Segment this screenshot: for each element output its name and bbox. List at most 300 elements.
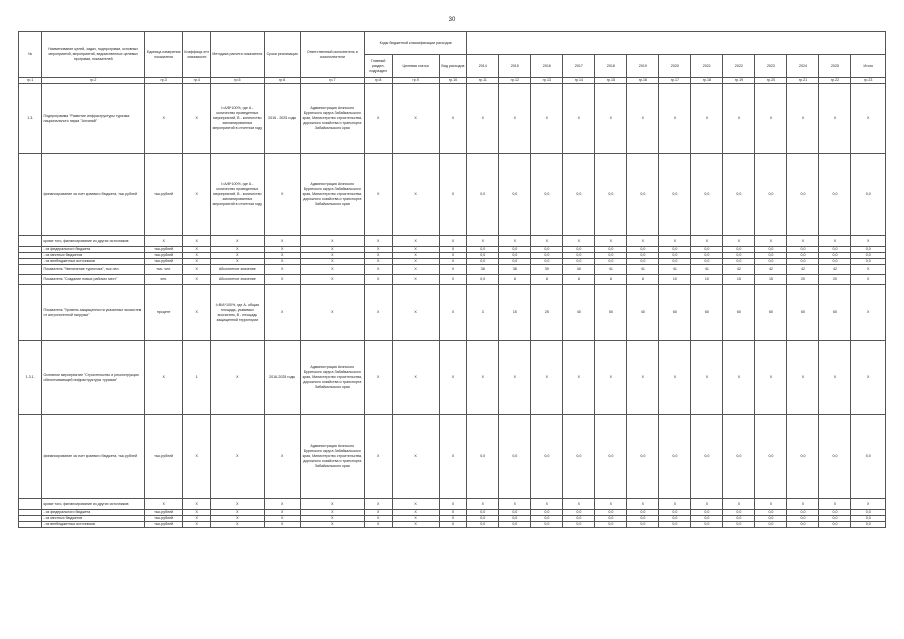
cell-method: Х bbox=[211, 341, 264, 415]
cell-year-value: Х bbox=[691, 499, 723, 510]
cell-year-value: 0,0 bbox=[755, 247, 787, 253]
cell-year-value: Х bbox=[499, 236, 531, 247]
cell-method: Х bbox=[211, 415, 264, 499]
cell-year-value: Х bbox=[499, 84, 531, 154]
header-year: 2014 bbox=[467, 55, 499, 78]
cell-target-article: Х bbox=[392, 510, 439, 516]
cell-unit: тыс.рублей bbox=[144, 247, 182, 253]
cell-year-value: 20 bbox=[819, 275, 851, 285]
cell-year-value: 40 bbox=[563, 285, 595, 341]
column-number: гр.1 bbox=[19, 78, 42, 84]
cell-year-value: 0,0 bbox=[531, 516, 563, 522]
cell-year-value: 0,0 bbox=[755, 253, 787, 259]
cell-num bbox=[19, 285, 42, 341]
cell-year-value: 8 bbox=[627, 275, 659, 285]
cell-year-value: 0,0 bbox=[691, 253, 723, 259]
cell-name: кроме того, финансирование из других источников: bbox=[42, 499, 144, 510]
cell-year-value: Х bbox=[723, 499, 755, 510]
cell-year-value: Х bbox=[595, 499, 627, 510]
cell-year-value: 15 bbox=[755, 275, 787, 285]
cell-main-section: Х bbox=[364, 522, 392, 528]
column-number: гр.11 bbox=[467, 78, 499, 84]
cell-year-value: 0,0 bbox=[659, 510, 691, 516]
cell-year-value: 0,0 bbox=[467, 516, 499, 522]
cell-year-value: 0,0 bbox=[563, 415, 595, 499]
cell-main-section: Х bbox=[364, 341, 392, 415]
header-year: 2024 bbox=[787, 55, 819, 78]
cell-year-value: 41 bbox=[691, 265, 723, 275]
cell-year-value: 10 bbox=[659, 275, 691, 285]
cell-expense-type: Х bbox=[439, 499, 467, 510]
cell-unit: тыс.рублей bbox=[144, 253, 182, 259]
cell-coef: Х bbox=[183, 516, 211, 522]
cell-year-value: Х bbox=[627, 499, 659, 510]
cell-year-value: 0,0 bbox=[531, 247, 563, 253]
cell-year-value: 0,0 bbox=[627, 415, 659, 499]
cell-expense-type: Х bbox=[439, 522, 467, 528]
cell-year-value: Х bbox=[659, 341, 691, 415]
cell-year-value: 0,0 bbox=[723, 154, 755, 236]
cell-main-section: Х bbox=[364, 516, 392, 522]
cell-expense-type: Х bbox=[439, 516, 467, 522]
cell-year-value: Х bbox=[819, 341, 851, 415]
cell-year-value: 0,0 bbox=[595, 415, 627, 499]
column-number: гр.21 bbox=[787, 78, 819, 84]
cell-total: 0,0 bbox=[851, 247, 886, 253]
cell-year-value: 0,0 bbox=[627, 522, 659, 528]
header-total: Итого bbox=[851, 55, 886, 78]
cell-year-value: 0,0 bbox=[723, 259, 755, 265]
header-years-blank bbox=[467, 32, 886, 55]
cell-year-value: Х bbox=[691, 236, 723, 247]
header-target-article: Целевая статья bbox=[392, 55, 439, 78]
cell-year-value: 0,0 bbox=[563, 253, 595, 259]
table-row bbox=[19, 154, 886, 236]
page-number: 30 bbox=[448, 17, 456, 23]
cell-year-value: Х bbox=[563, 499, 595, 510]
cell-method: I=A/B*100%, где А - количество проведенных мероприятий, В - количество запланированных мероприятий в отчетном году bbox=[211, 154, 264, 236]
cell-year-value: 0,0 bbox=[499, 415, 531, 499]
cell-year-value: Х bbox=[659, 236, 691, 247]
cell-year-value: 0,0 bbox=[499, 154, 531, 236]
cell-main-section: Х bbox=[364, 84, 392, 154]
cell-year-value: 0,0 bbox=[627, 253, 659, 259]
cell-terms: Х bbox=[264, 275, 300, 285]
cell-year-value: 0,0 bbox=[627, 154, 659, 236]
column-number: гр.23 bbox=[851, 78, 886, 84]
cell-year-value: Х bbox=[467, 499, 499, 510]
cell-year-value: Х bbox=[755, 499, 787, 510]
cell-method: Х bbox=[211, 259, 264, 265]
cell-total: Х bbox=[851, 499, 886, 510]
cell-year-value: 0,0 bbox=[563, 154, 595, 236]
cell-year-value: Х bbox=[659, 84, 691, 154]
cell-year-value: Х bbox=[819, 84, 851, 154]
cell-year-value: 10 bbox=[691, 275, 723, 285]
cell-target-article: Х bbox=[392, 247, 439, 253]
cell-coef: Х bbox=[183, 499, 211, 510]
column-number: гр.5 bbox=[211, 78, 264, 84]
program-table bbox=[18, 31, 886, 528]
cell-year-value: 0,0 bbox=[659, 154, 691, 236]
column-number: гр.14 bbox=[563, 78, 595, 84]
table-row bbox=[19, 341, 886, 415]
cell-year-value: Х bbox=[691, 341, 723, 415]
header-year: 2020 bbox=[659, 55, 691, 78]
cell-unit: Х bbox=[144, 499, 182, 510]
cell-executors: Х bbox=[300, 522, 364, 528]
cell-year-value: 0,0 bbox=[787, 154, 819, 236]
column-number: гр.3 bbox=[144, 78, 182, 84]
column-number: гр.4 bbox=[183, 78, 211, 84]
table-row bbox=[19, 415, 886, 499]
cell-year-value: Х bbox=[531, 84, 563, 154]
cell-expense-type: Х bbox=[439, 253, 467, 259]
cell-main-section: Х bbox=[364, 247, 392, 253]
cell-year-value: 0,0 bbox=[531, 154, 563, 236]
cell-year-value: Х bbox=[563, 236, 595, 247]
cell-total: Х bbox=[851, 236, 886, 247]
header-year: 2021 bbox=[691, 55, 723, 78]
cell-year-value: Х bbox=[787, 499, 819, 510]
header-num: № bbox=[19, 32, 42, 78]
cell-year-value: 0,0 bbox=[819, 247, 851, 253]
cell-year-value: 0,0 bbox=[659, 516, 691, 522]
cell-year-value: Х bbox=[627, 84, 659, 154]
cell-method: Х bbox=[211, 247, 264, 253]
column-number: гр.18 bbox=[691, 78, 723, 84]
cell-main-section: Х bbox=[364, 154, 392, 236]
cell-year-value: 0,0 bbox=[723, 510, 755, 516]
cell-num bbox=[19, 415, 42, 499]
cell-unit: чел. bbox=[144, 275, 182, 285]
cell-year-value: 0,0 bbox=[755, 522, 787, 528]
cell-method: I=B/A*100%, где А- общая площадь, уязвимых экосистем, В - площадь защищенной территории bbox=[211, 285, 264, 341]
cell-expense-type: Х bbox=[439, 236, 467, 247]
cell-year-value: 0,0 bbox=[819, 516, 851, 522]
cell-num: 1.3.1. bbox=[19, 341, 42, 415]
cell-year-value: Х bbox=[787, 236, 819, 247]
cell-year-value: 0,0 bbox=[755, 510, 787, 516]
cell-executors: Х bbox=[300, 499, 364, 510]
cell-year-value: Х bbox=[531, 499, 563, 510]
cell-total: 0,0 bbox=[851, 516, 886, 522]
cell-method: Х bbox=[211, 253, 264, 259]
cell-executors: Х bbox=[300, 265, 364, 275]
cell-coef: Х bbox=[183, 415, 211, 499]
cell-terms: Х bbox=[264, 522, 300, 528]
cell-terms: Х bbox=[264, 510, 300, 516]
cell-target-article: Х bbox=[392, 522, 439, 528]
cell-target-article: Х bbox=[392, 516, 439, 522]
cell-total: 0,0 bbox=[851, 510, 886, 516]
cell-year-value: 0,0 bbox=[499, 247, 531, 253]
cell-year-value: 0,0 bbox=[787, 522, 819, 528]
cell-year-value: 0,0 bbox=[499, 253, 531, 259]
cell-year-value: 0,0 bbox=[627, 247, 659, 253]
cell-executors: Х bbox=[300, 247, 364, 253]
cell-total: 0,0 bbox=[851, 154, 886, 236]
cell-expense-type: Х bbox=[439, 259, 467, 265]
cell-executors: Администрация Агинского Бурятского округа Забайкальского края, Министерство строительства, дорожного хозяйства и транспорта Забайкальского края bbox=[300, 84, 364, 154]
cell-target-article: Х bbox=[392, 341, 439, 415]
cell-expense-type: Х bbox=[439, 510, 467, 516]
cell-year-value: 60 bbox=[659, 285, 691, 341]
cell-unit: Х bbox=[144, 341, 182, 415]
cell-year-value: 0,0 bbox=[691, 259, 723, 265]
cell-year-value: 60 bbox=[691, 285, 723, 341]
cell-year-value: 0,0 bbox=[595, 247, 627, 253]
header-name: Наименование целей, задач, подпрограмм, основных мероприятий, мероприятий, ведомственных целевых программ, показателей bbox=[42, 32, 144, 78]
cell-coef: Х bbox=[183, 285, 211, 341]
header-year: 2023 bbox=[755, 55, 787, 78]
cell-year-value: 0,0 bbox=[819, 259, 851, 265]
cell-total: Х bbox=[851, 341, 886, 415]
cell-year-value: 38 bbox=[467, 265, 499, 275]
cell-main-section: Х bbox=[364, 259, 392, 265]
cell-year-value: Х bbox=[627, 341, 659, 415]
cell-coef: Х bbox=[183, 510, 211, 516]
cell-target-article: Х bbox=[392, 84, 439, 154]
cell-year-value: 0,0 bbox=[819, 510, 851, 516]
cell-num: 1.3. bbox=[19, 84, 42, 154]
cell-year-value: 0,0 bbox=[467, 259, 499, 265]
table-row bbox=[19, 522, 886, 528]
cell-year-value: 0,0 bbox=[499, 510, 531, 516]
cell-year-value: Х bbox=[819, 499, 851, 510]
cell-coef: Х bbox=[183, 84, 211, 154]
cell-year-value: 0,0 bbox=[531, 510, 563, 516]
cell-main-section: Х bbox=[364, 510, 392, 516]
cell-year-value: 0,0 bbox=[787, 247, 819, 253]
header-row bbox=[19, 32, 886, 55]
cell-year-value: Х bbox=[595, 341, 627, 415]
cell-year-value: Х bbox=[467, 341, 499, 415]
cell-target-article: Х bbox=[392, 265, 439, 275]
cell-year-value: Х bbox=[467, 236, 499, 247]
cell-method: Абсолютное значение bbox=[211, 265, 264, 275]
cell-name: финансирование за счет краевого бюджета, тыс.рублей bbox=[42, 415, 144, 499]
cell-year-value: Х bbox=[723, 236, 755, 247]
column-number: гр.2 bbox=[42, 78, 144, 84]
cell-year-value: 0,0 bbox=[563, 510, 595, 516]
cell-year-value: 42 bbox=[819, 265, 851, 275]
cell-total: 0,0 bbox=[851, 253, 886, 259]
cell-year-value: Х bbox=[819, 236, 851, 247]
cell-year-value: 0,0 bbox=[787, 510, 819, 516]
cell-total: 0,0 bbox=[851, 415, 886, 499]
cell-executors: Х bbox=[300, 510, 364, 516]
cell-year-value: 0,0 bbox=[627, 259, 659, 265]
cell-total: 0,0 bbox=[851, 522, 886, 528]
cell-terms: Х bbox=[264, 154, 300, 236]
cell-unit: тыс.рублей bbox=[144, 510, 182, 516]
cell-terms: 2016-2025 годы bbox=[264, 341, 300, 415]
column-number: гр.20 bbox=[755, 78, 787, 84]
cell-target-article: Х bbox=[392, 499, 439, 510]
cell-year-value: 0,0 bbox=[723, 253, 755, 259]
header-year: 2017 bbox=[563, 55, 595, 78]
cell-unit: тыс.рублей bbox=[144, 415, 182, 499]
cell-year-value: Х bbox=[499, 341, 531, 415]
cell-year-value: 0,0 bbox=[787, 253, 819, 259]
cell-name: - из федерального бюджета bbox=[42, 510, 144, 516]
cell-year-value: 60 bbox=[787, 285, 819, 341]
cell-year-value: Х bbox=[595, 236, 627, 247]
cell-year-value: 0,0 bbox=[499, 522, 531, 528]
cell-name: Показатель "Создание новых рабочих мест" bbox=[42, 275, 144, 285]
cell-method: Х bbox=[211, 522, 264, 528]
cell-year-value: 8 bbox=[531, 275, 563, 285]
column-number: гр.7 bbox=[300, 78, 364, 84]
cell-year-value: 0,0 bbox=[755, 154, 787, 236]
cell-year-value: 0,0 bbox=[595, 510, 627, 516]
cell-terms: Х bbox=[264, 285, 300, 341]
column-number: гр.13 bbox=[531, 78, 563, 84]
cell-expense-type: Х bbox=[439, 265, 467, 275]
cell-total: Х bbox=[851, 285, 886, 341]
cell-executors: Х bbox=[300, 285, 364, 341]
cell-year-value: Х bbox=[467, 84, 499, 154]
header-unit: Единица измерения показателя bbox=[144, 32, 182, 78]
cell-coef: Х bbox=[183, 236, 211, 247]
cell-num bbox=[19, 499, 42, 510]
cell-year-value: 0,0 bbox=[467, 510, 499, 516]
cell-year-value: 50 bbox=[595, 285, 627, 341]
cell-main-section: Х bbox=[364, 415, 392, 499]
cell-unit: процент bbox=[144, 285, 182, 341]
cell-year-value: 0,0 bbox=[595, 522, 627, 528]
header-terms: Сроки реализации bbox=[264, 32, 300, 78]
cell-year-value: 15 bbox=[723, 275, 755, 285]
cell-year-value: 0,0 bbox=[691, 510, 723, 516]
cell-target-article: Х bbox=[392, 236, 439, 247]
cell-expense-type: Х bbox=[439, 275, 467, 285]
cell-year-value: 0,0 bbox=[787, 259, 819, 265]
cell-executors: Администрация Агинского Бурятского округа Забайкальского края, Министерство строительства, дорожного хозяйства и транспорта Забайкальского края bbox=[300, 341, 364, 415]
cell-year-value: 0,0 bbox=[723, 415, 755, 499]
column-number: гр.12 bbox=[499, 78, 531, 84]
cell-terms: Х bbox=[264, 499, 300, 510]
cell-year-value: Х bbox=[787, 341, 819, 415]
cell-executors: Администрация Агинского Бурятского округа Забайкальского края, Министерство строительства, дорожного хозяйства и транспорта Забайкальского края bbox=[300, 415, 364, 499]
cell-unit: тыс. чел. bbox=[144, 265, 182, 275]
cell-year-value: 0,0 bbox=[595, 516, 627, 522]
cell-year-value: 0,0 bbox=[659, 415, 691, 499]
cell-terms: Х bbox=[264, 415, 300, 499]
cell-year-value: 0,0 bbox=[499, 516, 531, 522]
cell-name: Подпрограмма "Развитие инфраструктуры туризма национального парка "Алханай" bbox=[42, 84, 144, 154]
cell-year-value: 41 bbox=[627, 265, 659, 275]
cell-terms: 2016 - 2025 годы bbox=[264, 84, 300, 154]
cell-year-value: Х bbox=[563, 341, 595, 415]
cell-year-value: 0,0 bbox=[563, 259, 595, 265]
header-codes: Коды бюджетной классификации расходов bbox=[364, 32, 466, 55]
header-main-section: Главный раздел, подраздел bbox=[364, 55, 392, 78]
cell-coef: 1 bbox=[183, 341, 211, 415]
cell-year-value: 8 bbox=[563, 275, 595, 285]
cell-year-value: 0,0 bbox=[595, 253, 627, 259]
cell-total: Х bbox=[851, 265, 886, 275]
cell-year-value: 0,0 bbox=[659, 247, 691, 253]
cell-name: Основное мероприятие "Строительство и реконструкция обеспечивающей инфраструктуры туризма" bbox=[42, 341, 144, 415]
cell-year-value: 0,0 bbox=[691, 522, 723, 528]
cell-coef: Х bbox=[183, 259, 211, 265]
header-expense-type: Вид расходов bbox=[439, 55, 467, 78]
cell-main-section: Х bbox=[364, 253, 392, 259]
cell-coef: Х bbox=[183, 522, 211, 528]
header-year: 2025 bbox=[819, 55, 851, 78]
cell-year-value: Х bbox=[563, 84, 595, 154]
cell-year-value: 3 bbox=[467, 285, 499, 341]
cell-main-section: Х bbox=[364, 236, 392, 247]
cell-terms: Х bbox=[264, 247, 300, 253]
cell-year-value: 38 bbox=[499, 265, 531, 275]
cell-executors: Х bbox=[300, 253, 364, 259]
cell-year-value: 60 bbox=[819, 285, 851, 341]
cell-executors: Х bbox=[300, 275, 364, 285]
cell-method: Х bbox=[211, 516, 264, 522]
cell-coef: Х bbox=[183, 253, 211, 259]
column-number: гр.15 bbox=[595, 78, 627, 84]
cell-unit: тыс.рублей bbox=[144, 154, 182, 236]
cell-name: финансирование за счет краевого бюджета, тыс.рублей bbox=[42, 154, 144, 236]
cell-year-value: 0,0 bbox=[467, 522, 499, 528]
cell-executors: Х bbox=[300, 259, 364, 265]
cell-year-value: 39 bbox=[531, 265, 563, 275]
cell-target-article: Х bbox=[392, 285, 439, 341]
cell-unit: Х bbox=[144, 84, 182, 154]
cell-total: Х bbox=[851, 275, 886, 285]
cell-coef: Х bbox=[183, 265, 211, 275]
cell-total: Х bbox=[851, 84, 886, 154]
cell-terms: Х bbox=[264, 265, 300, 275]
cell-target-article: Х bbox=[392, 275, 439, 285]
cell-name: - из местных бюджетов bbox=[42, 253, 144, 259]
table-row bbox=[19, 275, 886, 285]
cell-year-value: 41 bbox=[659, 265, 691, 275]
cell-year-value: 0,0 bbox=[627, 510, 659, 516]
cell-terms: Х bbox=[264, 236, 300, 247]
cell-year-value: Х bbox=[723, 84, 755, 154]
cell-year-value: 60 bbox=[755, 285, 787, 341]
cell-expense-type: Х bbox=[439, 154, 467, 236]
cell-target-article: Х bbox=[392, 154, 439, 236]
cell-year-value: 0,0 bbox=[563, 247, 595, 253]
header-year: 2016 bbox=[531, 55, 563, 78]
cell-name: - из федерального бюджета bbox=[42, 247, 144, 253]
cell-year-value: 0,0 bbox=[787, 415, 819, 499]
cell-expense-type: Х bbox=[439, 285, 467, 341]
cell-year-value: 0,0 bbox=[467, 154, 499, 236]
cell-coef: Х bbox=[183, 154, 211, 236]
cell-year-value: 0,0 bbox=[691, 247, 723, 253]
cell-executors: Х bbox=[300, 236, 364, 247]
column-number: гр.16 bbox=[627, 78, 659, 84]
cell-year-value: 0,0 bbox=[659, 253, 691, 259]
column-number: гр.9 bbox=[392, 78, 439, 84]
cell-unit: тыс.рублей bbox=[144, 522, 182, 528]
cell-year-value: 0,0 bbox=[691, 415, 723, 499]
table-row bbox=[19, 84, 886, 154]
cell-year-value: 0,0 bbox=[467, 415, 499, 499]
cell-year-value: 0,0 bbox=[819, 154, 851, 236]
cell-executors: Администрация Агинского Бурятского округа Забайкальского края, Министерство строительства, дорожного хозяйства и транспорта Забайкальского края bbox=[300, 154, 364, 236]
cell-method: Х bbox=[211, 499, 264, 510]
cell-unit: тыс.рублей bbox=[144, 259, 182, 265]
cell-year-value: 0,0 bbox=[755, 259, 787, 265]
cell-year-value: 25 bbox=[531, 285, 563, 341]
